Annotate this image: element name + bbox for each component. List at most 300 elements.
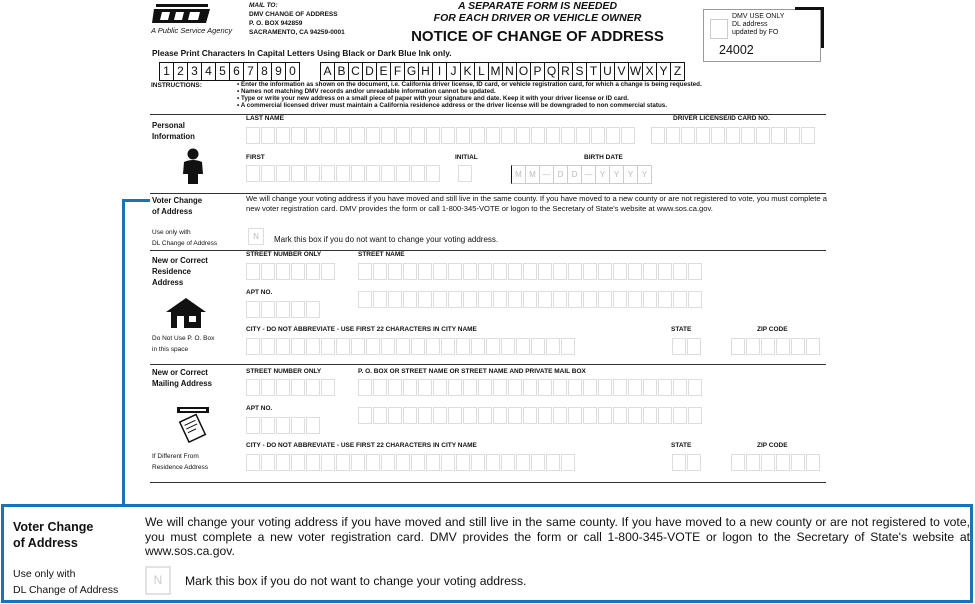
char-box[interactable] — [463, 407, 477, 424]
notice-line: A SEPARATE FORM IS NEEDED — [457, 0, 618, 12]
char-box[interactable] — [583, 407, 597, 424]
residence-apt-field[interactable] — [246, 301, 321, 318]
callout-title — [13, 519, 93, 551]
char-box[interactable] — [396, 454, 410, 471]
char-box[interactable] — [351, 127, 365, 144]
char-box[interactable] — [598, 291, 612, 308]
char-box[interactable] — [433, 379, 447, 396]
callout-title-line: of Address — [13, 536, 78, 550]
char-box[interactable] — [486, 338, 500, 355]
sample-char: H — [419, 62, 433, 81]
char-box[interactable] — [806, 338, 820, 355]
char-box[interactable] — [448, 407, 462, 424]
instruction-item: • Names not matching DMV records and/or unreadable information cannot be updated. — [237, 88, 496, 95]
char-box[interactable] — [791, 338, 805, 355]
char-box[interactable] — [321, 454, 335, 471]
char-box[interactable] — [366, 165, 380, 182]
char-box[interactable] — [358, 263, 372, 280]
char-box[interactable] — [776, 338, 790, 355]
birth-date-field[interactable] — [511, 165, 652, 184]
char-box[interactable] — [441, 127, 455, 144]
last-name-field[interactable] — [246, 127, 636, 144]
char-box[interactable] — [261, 301, 275, 318]
callout-connector — [122, 199, 150, 505]
char-box[interactable] — [246, 127, 260, 144]
mailing-note — [152, 451, 208, 473]
char-box[interactable] — [366, 127, 380, 144]
mailing-zip-field[interactable] — [731, 454, 821, 471]
char-box[interactable] — [546, 338, 560, 355]
char-box[interactable] — [306, 165, 320, 182]
sample-char: Z — [671, 62, 685, 81]
char-box[interactable] — [643, 379, 657, 396]
char-box[interactable] — [336, 127, 350, 144]
char-box[interactable] — [478, 263, 492, 280]
char-box[interactable] — [448, 291, 462, 308]
char-box[interactable] — [458, 165, 472, 182]
char-box[interactable] — [418, 379, 432, 396]
dmv-logo — [152, 4, 214, 26]
char-box[interactable] — [291, 379, 305, 396]
char-box[interactable] — [351, 338, 365, 355]
mail-to-block — [249, 1, 345, 37]
char-box[interactable] — [403, 379, 417, 396]
char-box[interactable] — [687, 454, 701, 471]
section-title-line: Voter Change — [152, 196, 203, 205]
char-box[interactable] — [306, 417, 320, 434]
dmv-use-checkbox[interactable] — [710, 19, 728, 39]
section-title-line: of Address — [152, 207, 193, 216]
char-box[interactable] — [776, 454, 790, 471]
char-box[interactable] — [336, 165, 350, 182]
char-box[interactable] — [598, 407, 612, 424]
char-box[interactable] — [358, 291, 372, 308]
char-box[interactable] — [561, 454, 575, 471]
char-box[interactable] — [658, 263, 672, 280]
char-box[interactable] — [658, 379, 672, 396]
char-box[interactable] — [418, 291, 432, 308]
char-box[interactable] — [761, 454, 775, 471]
char-box[interactable] — [291, 165, 305, 182]
char-box[interactable] — [261, 127, 275, 144]
char-box[interactable] — [321, 127, 335, 144]
char-box[interactable] — [426, 454, 440, 471]
char-box[interactable] — [583, 263, 597, 280]
residence-street-number-field[interactable] — [246, 263, 336, 280]
char-box[interactable] — [306, 301, 320, 318]
char-box[interactable] — [696, 127, 710, 144]
char-box[interactable] — [261, 417, 275, 434]
char-box[interactable] — [531, 127, 545, 144]
char-box[interactable] — [246, 379, 260, 396]
mailing-city-field[interactable] — [246, 454, 576, 471]
char-box[interactable] — [598, 379, 612, 396]
char-box[interactable] — [801, 127, 815, 144]
char-box[interactable] — [411, 454, 425, 471]
char-box[interactable] — [761, 338, 775, 355]
char-box[interactable] — [531, 338, 545, 355]
callout-body: We will change your voting address if you have moved and still live in the same county. If you have moved to a new county or are not registered to vote, you must complete a new voter registration card. DMV provides the form or call 1-800-345-VOTE or logon to the Secretary of State's website at www.sos.ca.gov. — [145, 515, 970, 558]
char-box[interactable] — [731, 454, 745, 471]
char-box[interactable] — [358, 379, 372, 396]
char-box[interactable] — [448, 379, 462, 396]
char-box[interactable] — [418, 263, 432, 280]
mailing-apt-field[interactable] — [246, 417, 321, 434]
char-box[interactable] — [336, 338, 350, 355]
char-box[interactable] — [508, 379, 522, 396]
form-title: NOTICE OF CHANGE OF ADDRESS — [411, 28, 664, 45]
char-box[interactable] — [471, 338, 485, 355]
char-box[interactable] — [276, 454, 290, 471]
char-box[interactable] — [523, 379, 537, 396]
char-box[interactable] — [658, 291, 672, 308]
char-box[interactable] — [381, 165, 395, 182]
char-box[interactable] — [672, 338, 686, 355]
char-box[interactable] — [426, 165, 440, 182]
char-box[interactable] — [501, 338, 515, 355]
char-box[interactable] — [396, 165, 410, 182]
char-box[interactable] — [276, 301, 290, 318]
char-box[interactable] — [546, 127, 560, 144]
sample-char: V — [615, 62, 629, 81]
char-box[interactable] — [538, 379, 552, 396]
char-box[interactable] — [516, 454, 530, 471]
char-box[interactable] — [246, 454, 260, 471]
char-box[interactable] — [246, 338, 260, 355]
char-box[interactable] — [538, 407, 552, 424]
char-box[interactable] — [688, 291, 702, 308]
char-box[interactable] — [681, 127, 695, 144]
char-box[interactable] — [711, 127, 725, 144]
residence-street-name-field-2[interactable] — [358, 291, 703, 308]
state-label: STATE — [671, 326, 692, 333]
voter-opt-out-checkbox[interactable] — [248, 228, 264, 245]
char-box[interactable] — [381, 127, 395, 144]
char-box[interactable] — [643, 291, 657, 308]
voter-section-title — [152, 195, 202, 217]
sample-char: — — [540, 165, 554, 184]
char-box[interactable] — [493, 407, 507, 424]
sample-char: 5 — [216, 62, 230, 81]
form-number: 24002 — [719, 43, 754, 57]
char-box[interactable] — [456, 127, 470, 144]
char-box[interactable] — [628, 407, 642, 424]
char-box[interactable] — [261, 165, 275, 182]
residence-street-name-field[interactable] — [358, 263, 703, 280]
char-box[interactable] — [321, 379, 335, 396]
char-box[interactable] — [433, 263, 447, 280]
residence-city-field[interactable] — [246, 338, 576, 355]
char-box[interactable] — [403, 291, 417, 308]
char-box[interactable] — [388, 407, 402, 424]
char-box[interactable] — [351, 454, 365, 471]
char-box[interactable] — [418, 407, 432, 424]
char-box[interactable] — [553, 407, 567, 424]
char-box[interactable] — [441, 454, 455, 471]
char-box[interactable] — [336, 454, 350, 471]
char-box[interactable] — [261, 263, 275, 280]
char-box[interactable] — [628, 291, 642, 308]
sample-char: 6 — [230, 62, 244, 81]
char-box[interactable] — [388, 291, 402, 308]
sample-char: 9 — [272, 62, 286, 81]
char-box[interactable] — [246, 417, 260, 434]
residence-zip-field[interactable] — [731, 338, 821, 355]
char-box[interactable] — [396, 127, 410, 144]
residence-state-field[interactable] — [672, 338, 702, 355]
sample-char: 4 — [202, 62, 216, 81]
initial-field[interactable] — [458, 165, 473, 182]
char-box[interactable] — [553, 263, 567, 280]
char-box[interactable] — [531, 454, 545, 471]
char-box[interactable] — [321, 165, 335, 182]
char-box[interactable] — [731, 338, 745, 355]
char-box[interactable] — [643, 407, 657, 424]
char-box[interactable] — [463, 263, 477, 280]
char-box[interactable] — [291, 263, 305, 280]
sample-char: O — [517, 62, 531, 81]
char-box[interactable] — [478, 407, 492, 424]
section-title-line: Address — [152, 278, 184, 287]
char-box[interactable] — [806, 454, 820, 471]
mail-to-label: MAIL TO: — [249, 2, 278, 9]
char-box[interactable] — [388, 379, 402, 396]
char-box[interactable] — [523, 407, 537, 424]
char-box[interactable] — [643, 263, 657, 280]
char-box[interactable] — [246, 263, 260, 280]
char-box[interactable] — [366, 338, 380, 355]
char-box[interactable] — [463, 379, 477, 396]
char-box[interactable] — [411, 165, 425, 182]
char-box[interactable] — [366, 454, 380, 471]
char-box[interactable] — [583, 291, 597, 308]
first-name-field[interactable] — [246, 165, 441, 182]
char-box[interactable] — [433, 407, 447, 424]
mailing-state-label: STATE — [671, 442, 692, 449]
char-box[interactable] — [276, 127, 290, 144]
char-box[interactable] — [291, 301, 305, 318]
char-box[interactable] — [306, 263, 320, 280]
mailing-street-name-field[interactable] — [358, 379, 703, 396]
char-box[interactable] — [486, 454, 500, 471]
char-box[interactable] — [276, 165, 290, 182]
char-box[interactable] — [628, 263, 642, 280]
mail-to-line: DMV CHANGE OF ADDRESS — [249, 11, 338, 18]
char-box[interactable] — [546, 454, 560, 471]
sample-char: D — [554, 165, 568, 184]
char-box[interactable] — [493, 379, 507, 396]
char-box[interactable] — [306, 454, 320, 471]
char-box[interactable] — [538, 291, 552, 308]
char-box[interactable] — [493, 263, 507, 280]
char-box[interactable] — [516, 338, 530, 355]
char-box[interactable] — [403, 263, 417, 280]
mailing-note-line: If Different From — [152, 453, 199, 460]
char-box[interactable] — [576, 127, 590, 144]
char-box[interactable] — [746, 338, 760, 355]
char-box[interactable] — [516, 127, 530, 144]
char-box[interactable] — [456, 454, 470, 471]
birth-date-label: BIRTH DATE — [584, 154, 623, 161]
section-title-line: Information — [152, 132, 195, 141]
char-box[interactable] — [561, 338, 575, 355]
char-box[interactable] — [523, 291, 537, 308]
section-title-line: New or Correct — [152, 368, 208, 377]
char-box[interactable] — [403, 407, 417, 424]
char-box[interactable] — [471, 454, 485, 471]
char-box[interactable] — [291, 127, 305, 144]
char-box[interactable] — [478, 379, 492, 396]
char-box[interactable] — [426, 127, 440, 144]
instruction-item: • Enter the information as shown on the document, i.e. California driver license, ID card, or vehicle registration card, for which a change is being requested. — [237, 81, 702, 88]
char-box[interactable] — [746, 454, 760, 471]
person-icon — [180, 148, 206, 189]
char-box[interactable] — [687, 338, 701, 355]
char-box[interactable] — [246, 165, 260, 182]
char-box[interactable] — [396, 338, 410, 355]
char-box[interactable] — [523, 263, 537, 280]
char-box[interactable] — [741, 127, 755, 144]
mailing-street-name-field-2[interactable] — [358, 407, 703, 424]
char-box[interactable] — [261, 338, 275, 355]
char-box[interactable] — [553, 379, 567, 396]
char-box[interactable] — [373, 291, 387, 308]
char-box[interactable] — [568, 263, 582, 280]
char-box[interactable] — [688, 379, 702, 396]
char-box[interactable] — [501, 127, 515, 144]
char-box[interactable] — [411, 338, 425, 355]
char-box[interactable] — [756, 127, 770, 144]
char-box[interactable] — [628, 379, 642, 396]
char-box[interactable] — [673, 407, 687, 424]
instruction-item: • Type or write your new address on a small piece of paper with your signature and date. Keep it with your driver license or ID card. — [237, 95, 629, 102]
char-box[interactable] — [508, 291, 522, 308]
char-box[interactable] — [598, 263, 612, 280]
char-box[interactable] — [613, 379, 627, 396]
char-box[interactable] — [261, 454, 275, 471]
sample-char: M — [511, 165, 526, 184]
char-box[interactable] — [261, 379, 275, 396]
sample-char: N — [503, 62, 517, 81]
char-box[interactable] — [433, 291, 447, 308]
residence-note-line: in this space — [152, 346, 189, 353]
char-box[interactable] — [791, 454, 805, 471]
mailing-state-field[interactable] — [672, 454, 702, 471]
char-box[interactable] — [373, 379, 387, 396]
checkbox-letter: N — [253, 232, 259, 241]
char-box[interactable] — [291, 417, 305, 434]
char-box[interactable] — [306, 338, 320, 355]
char-box[interactable] — [613, 407, 627, 424]
char-box[interactable] — [381, 454, 395, 471]
char-box[interactable] — [538, 263, 552, 280]
char-box[interactable] — [666, 127, 680, 144]
char-box[interactable] — [381, 338, 395, 355]
char-box[interactable] — [501, 454, 515, 471]
char-box[interactable] — [321, 338, 335, 355]
city-label: CITY - DO NOT ABBREVIATE - USE FIRST 22 CHARACTERS IN CITY NAME — [246, 326, 477, 333]
char-box[interactable] — [621, 127, 635, 144]
notice-line: FOR EACH DRIVER OR VEHICLE OWNER — [433, 12, 642, 24]
char-box[interactable] — [276, 338, 290, 355]
char-box[interactable] — [463, 291, 477, 308]
section-title-line: New or Correct — [152, 256, 208, 265]
initial-label: INITIAL — [455, 154, 478, 161]
char-box[interactable] — [658, 407, 672, 424]
sample-char: 0 — [286, 62, 300, 81]
char-box[interactable] — [568, 407, 582, 424]
char-box[interactable] — [771, 127, 785, 144]
char-box[interactable] — [606, 127, 620, 144]
char-box[interactable] — [673, 379, 687, 396]
char-box[interactable] — [351, 165, 365, 182]
residence-note-line: Do Not Use P. O. Box — [152, 335, 215, 342]
char-box[interactable] — [276, 379, 290, 396]
char-box[interactable] — [508, 263, 522, 280]
char-box[interactable] — [306, 127, 320, 144]
char-box[interactable] — [276, 263, 290, 280]
char-box[interactable] — [456, 338, 470, 355]
char-box[interactable] — [651, 127, 665, 144]
char-box[interactable] — [373, 263, 387, 280]
char-box[interactable] — [688, 407, 702, 424]
char-box[interactable] — [673, 291, 687, 308]
mailing-street-number-field[interactable] — [246, 379, 336, 396]
char-box[interactable] — [583, 379, 597, 396]
sample-char: M — [526, 165, 540, 184]
char-box[interactable] — [411, 127, 425, 144]
char-box[interactable] — [688, 263, 702, 280]
char-box[interactable] — [321, 263, 335, 280]
char-box[interactable] — [786, 127, 800, 144]
separate-form-notice — [400, 0, 675, 24]
char-box[interactable] — [561, 127, 575, 144]
char-box[interactable] — [276, 417, 290, 434]
char-box[interactable] — [486, 127, 500, 144]
char-box[interactable] — [478, 291, 492, 308]
char-box[interactable] — [358, 407, 372, 424]
divider — [150, 482, 826, 483]
char-box[interactable] — [471, 127, 485, 144]
dl-number-field[interactable] — [651, 127, 816, 144]
char-box[interactable] — [441, 338, 455, 355]
char-box[interactable] — [306, 379, 320, 396]
char-box[interactable] — [493, 291, 507, 308]
char-box[interactable] — [591, 127, 605, 144]
char-box[interactable] — [613, 263, 627, 280]
char-box[interactable] — [426, 338, 440, 355]
dmv-use-label: DMV USE ONLY — [732, 13, 785, 20]
char-box[interactable] — [508, 407, 522, 424]
char-box[interactable] — [291, 338, 305, 355]
char-box[interactable] — [613, 291, 627, 308]
char-box[interactable] — [672, 454, 686, 471]
char-box[interactable] — [291, 454, 305, 471]
char-box[interactable] — [568, 379, 582, 396]
callout-opt-out-checkbox[interactable] — [145, 566, 171, 595]
char-box[interactable] — [726, 127, 740, 144]
char-box[interactable] — [553, 291, 567, 308]
section-title-line: Residence — [152, 267, 192, 276]
char-box[interactable] — [388, 263, 402, 280]
char-box[interactable] — [448, 263, 462, 280]
char-box[interactable] — [246, 301, 260, 318]
char-box[interactable] — [568, 291, 582, 308]
char-box[interactable] — [373, 407, 387, 424]
char-box[interactable] — [673, 263, 687, 280]
mailing-note-line: Residence Address — [152, 464, 209, 471]
sample-char: I — [433, 62, 447, 81]
